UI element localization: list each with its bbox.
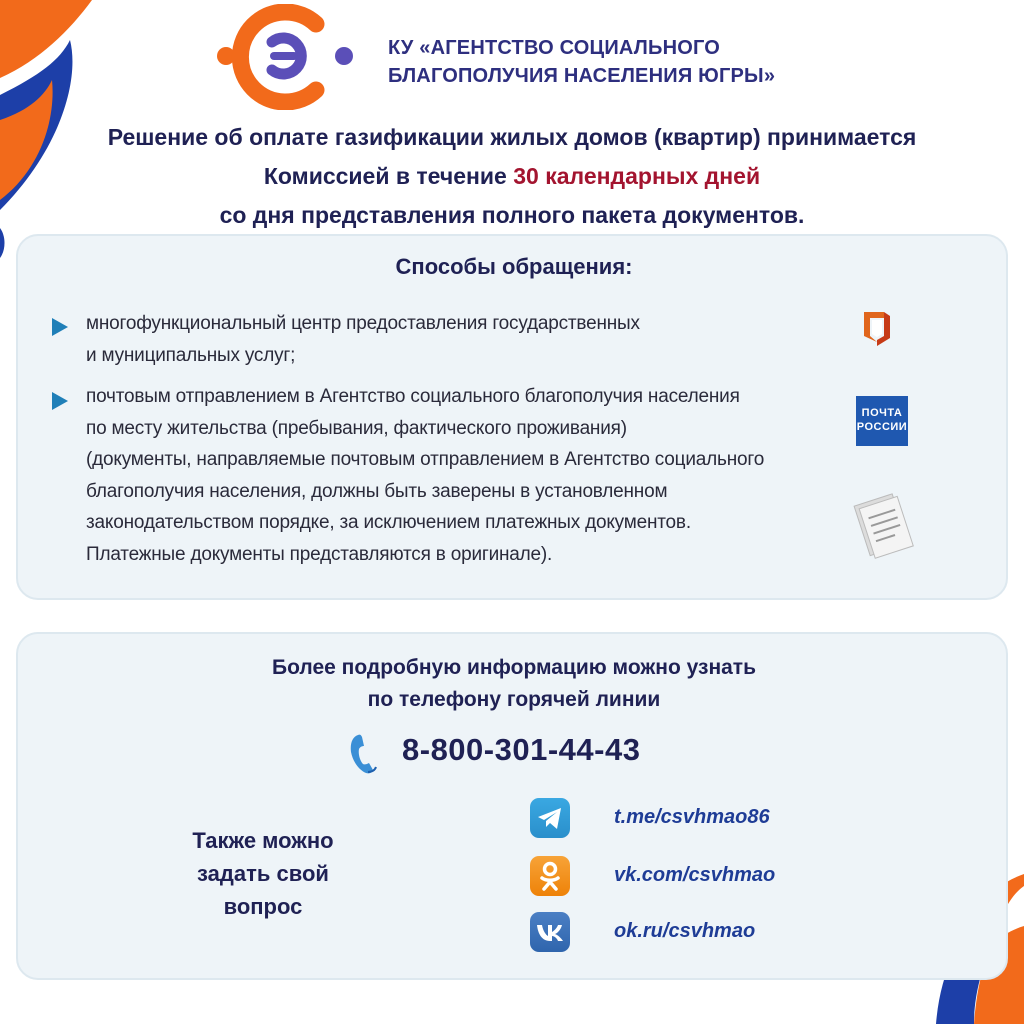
bullet-arrow-icon bbox=[52, 318, 68, 336]
ask-question-line3: вопрос bbox=[223, 894, 303, 919]
telegram-link[interactable]: t.me/csvhmao86 bbox=[614, 806, 770, 828]
agency-logo bbox=[212, 4, 360, 110]
russian-post-logo-line2: РОССИИ bbox=[856, 421, 908, 433]
ask-question-line2: задать свой bbox=[197, 861, 329, 886]
more-info-text bbox=[18, 652, 1010, 716]
more-info-line2: по телефону горячей линии bbox=[367, 688, 661, 711]
russian-post-logo-line1: ПОЧТА bbox=[861, 407, 903, 419]
russian-post-logo bbox=[856, 396, 908, 446]
headline-line2 bbox=[0, 157, 1024, 196]
headline-line2-prefix: Комиссией в течение bbox=[263, 163, 514, 189]
way-item-post-line4: благополучия населения, должны быть заверены в установленном bbox=[86, 480, 668, 502]
way-item-post bbox=[86, 381, 764, 570]
headline-line1: Решение об оплате газификации жилых домов (квартир) принимается bbox=[107, 124, 917, 150]
hotline-phone-number[interactable]: 8-800-301-44-43 bbox=[402, 732, 641, 767]
vk-link[interactable]: ok.ru/csvhmao bbox=[614, 920, 756, 942]
organization-name bbox=[388, 34, 775, 90]
telegram-icon[interactable] bbox=[530, 798, 570, 838]
way-item-post-line5: законодательством порядке, за исключением платежных документов. bbox=[86, 512, 691, 533]
way-item-mfc-line1: многофункциональный центр предоставления государственных bbox=[86, 313, 640, 334]
ways-title: Способы обращения: bbox=[395, 254, 633, 279]
organization-name-line2: БЛАГОПОЛУЧИЯ НАСЕЛЕНИЯ ЮГРЫ» bbox=[388, 65, 776, 87]
contact-panel bbox=[16, 632, 1008, 980]
more-info-line1: Более подробную информацию можно узнать bbox=[271, 656, 756, 679]
headline bbox=[0, 118, 1024, 235]
documents-icon bbox=[852, 492, 916, 562]
headline-line3: со дня представления полного пакета документов. bbox=[219, 202, 805, 228]
way-item-mfc bbox=[86, 308, 640, 371]
odnoklassniki-icon[interactable] bbox=[530, 856, 570, 896]
ask-question-text bbox=[178, 824, 348, 923]
ways-panel bbox=[16, 234, 1008, 600]
mfc-logo-icon bbox=[860, 306, 894, 348]
way-item-post-line2: по месту жительства (пребывания, фактического проживания) bbox=[86, 417, 627, 439]
way-item-post-line3: (документы, направляемые почтовым отправлением в Агентство социального bbox=[86, 449, 765, 470]
vk-icon[interactable] bbox=[530, 912, 570, 952]
ask-question-line1: Также можно bbox=[192, 828, 334, 853]
phone-icon bbox=[348, 732, 378, 776]
way-item-post-line1: почтовым отправлением в Агентство социального благополучия населения bbox=[86, 386, 740, 407]
bullet-arrow-icon bbox=[52, 392, 68, 410]
way-item-post-line6: Платежные документы представляются в оригинале). bbox=[86, 543, 553, 565]
organization-name-line1: КУ «АГЕНТСТВО СОЦИАЛЬНОГО bbox=[388, 37, 721, 59]
headline-deadline-highlight: 30 календарных дней bbox=[513, 163, 761, 189]
way-item-mfc-line2: и муниципальных услуг; bbox=[86, 344, 296, 366]
odnoklassniki-link[interactable]: vk.com/csvhmao bbox=[614, 864, 776, 886]
